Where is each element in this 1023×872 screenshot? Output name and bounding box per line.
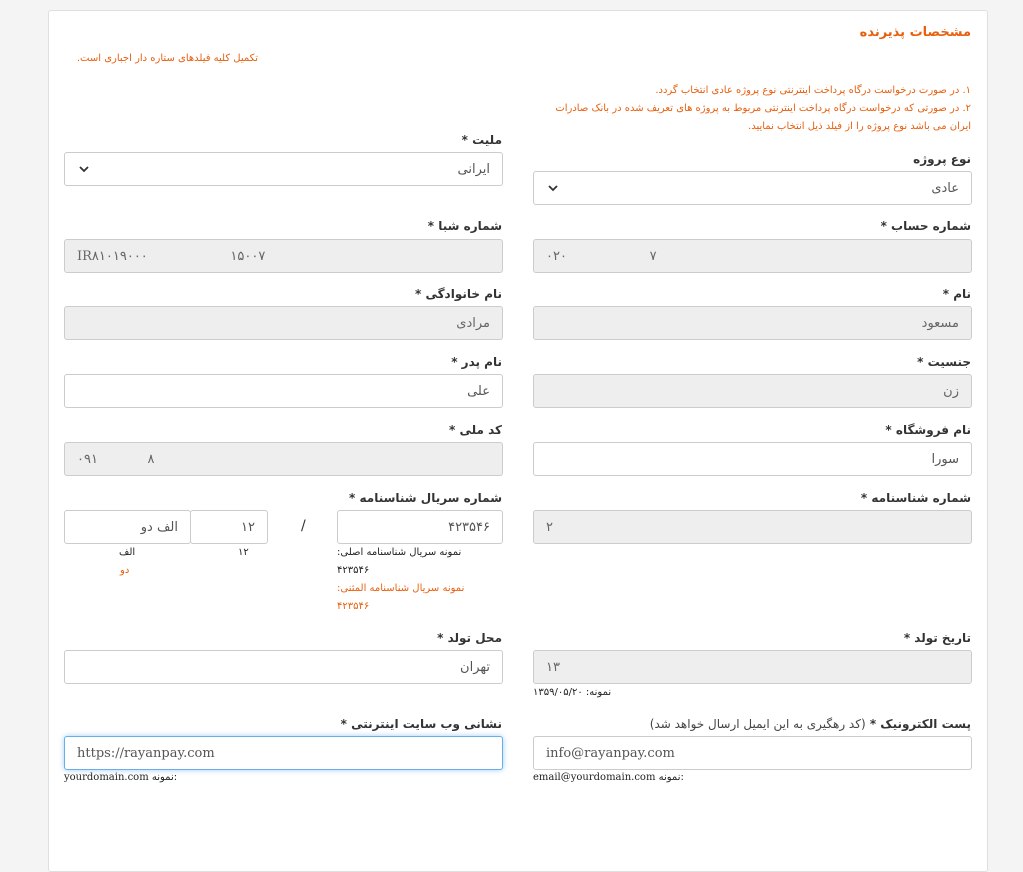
birth-date-example: نمونه: ۱۳۵۹/۰۵/۲۰ — [533, 687, 612, 698]
id-serial-under-do: دو — [120, 565, 130, 576]
sample-original-label: نمونه سریال شناسنامه اصلی: — [337, 547, 462, 558]
website-label: نشانی وب سایت اینترنتی * — [340, 717, 502, 731]
father-name-label: نام پدر * — [451, 355, 502, 369]
last-name-field[interactable]: مرادی — [64, 306, 503, 340]
project-note-2: ۲. در صورتی که درخواست درگاه پرداخت اینترنتی مربوط به پروژه های تعریف شده در بانک صادرات — [555, 103, 971, 114]
sheba-label: شماره شبا * — [427, 219, 502, 233]
website-example: yourdomain.com نمونه: — [64, 772, 178, 783]
father-name-field[interactable]: علی — [64, 374, 503, 408]
project-type-label: نوع پروژه — [913, 152, 971, 166]
email-label: پست الکترونیک * (کد رهگیری به این ایمیل ارسال خواهد شد) — [649, 717, 971, 731]
id-serial-code-field[interactable]: ۱۲ — [190, 510, 268, 544]
birth-date-label: تاریخ تولد * — [903, 631, 971, 645]
chevron-down-icon — [546, 181, 560, 195]
id-serial-letters-field[interactable]: الف دو — [64, 510, 191, 544]
national-code-label: کد ملی * — [448, 423, 502, 437]
gender-field[interactable]: زن — [533, 374, 972, 408]
national-code-field[interactable]: ۰۹۱ ۸ — [64, 442, 503, 476]
email-example: email@yourdomain.com نمونه: — [533, 772, 684, 783]
project-note-1: ۱. در صورت درخواست درگاه پرداخت اینترنتی نوع پروژه عادی انتخاب گردد. — [655, 85, 971, 96]
birth-place-field[interactable]: تهران — [64, 650, 503, 684]
project-type-select[interactable] — [533, 171, 972, 205]
birth-date-field[interactable]: ۱۳ — [533, 650, 972, 684]
section-title: مشخصات پذیرنده — [859, 25, 971, 40]
sheba-field[interactable]: IR۸۱۰۱۹۰۰۰ ۱۵۰۰۷ — [64, 239, 503, 273]
first-name-label: نام * — [942, 287, 971, 301]
store-name-field[interactable]: سورا — [533, 442, 972, 476]
account-label: شماره حساب * — [880, 219, 971, 233]
account-field[interactable]: ۰۲۰ ۷ — [533, 239, 972, 273]
first-name-field[interactable]: مسعود — [533, 306, 972, 340]
nationality-label: ملیت * — [461, 133, 502, 147]
store-name-label: نام فروشگاه * — [885, 423, 971, 437]
email-field[interactable]: info@rayanpay.com — [533, 736, 972, 770]
birth-place-label: محل تولد * — [437, 631, 502, 645]
sample-original-value: ۴۲۳۵۴۶ — [337, 565, 370, 576]
chevron-down-icon — [77, 162, 91, 176]
id-number-label: شماره شناسنامه * — [860, 491, 971, 505]
last-name-label: نام خانوادگی * — [414, 287, 502, 301]
id-serial-under-code: ۱۲ — [238, 547, 249, 558]
sample-copy-value: ۴۲۳۵۴۶ — [337, 601, 370, 612]
website-field[interactable]: https://rayanpay.com — [64, 736, 503, 770]
id-serial-under-alef: الف — [119, 547, 136, 558]
sample-copy-label: نمونه سریال شناسنامه المثنی: — [337, 583, 465, 594]
id-serial-number-field[interactable]: ۴۲۳۵۴۶ — [337, 510, 503, 544]
id-serial-label: شماره سریال شناسنامه * — [349, 491, 502, 505]
nationality-value: ایرانی — [457, 161, 490, 177]
id-number-field[interactable]: ۲ — [533, 510, 972, 544]
project-note-3: ایران می باشد نوع پروژه را از فیلد ذیل انتخاب نمایید. — [748, 121, 971, 132]
required-note: تکمیل کلیه فیلدهای ستاره دار اجباری است. — [76, 53, 258, 64]
gender-label: جنسیت * — [917, 355, 971, 369]
project-type-value: عادی — [931, 180, 959, 196]
id-serial-slash: / — [301, 518, 306, 534]
nationality-select[interactable] — [64, 152, 503, 186]
